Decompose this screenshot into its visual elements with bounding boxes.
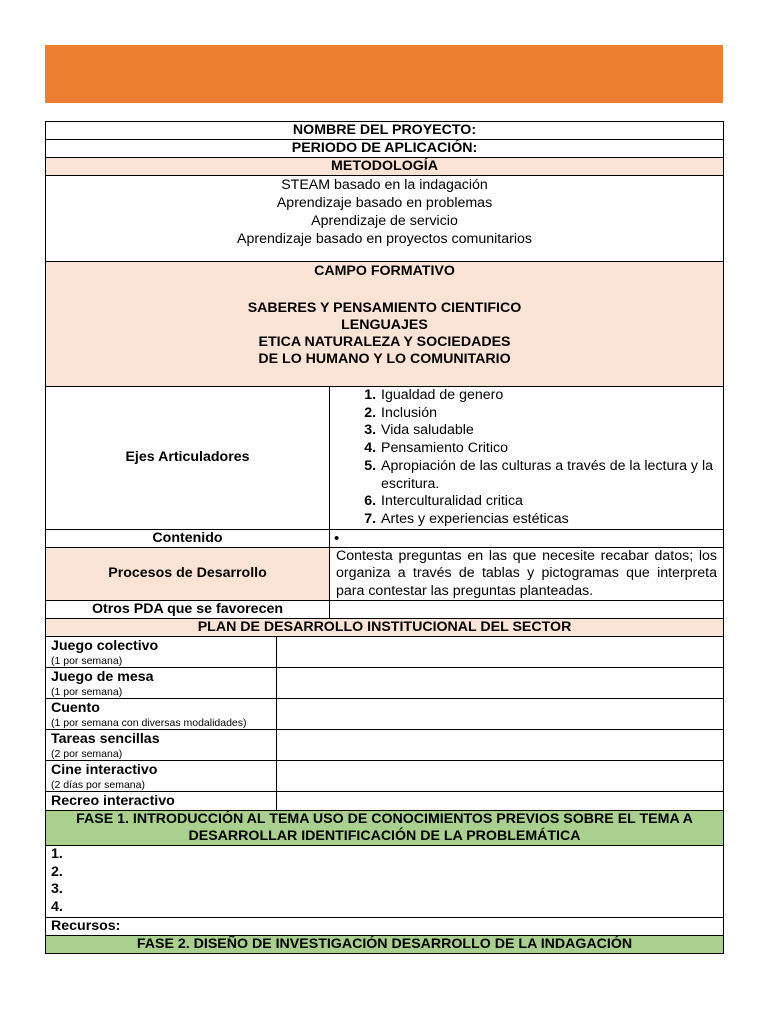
plan-row-title: Recreo interactivo xyxy=(51,793,175,810)
plan-row-note: (2 días por semana) xyxy=(51,779,145,792)
plan-row-value xyxy=(277,792,724,811)
eje-item: 5. Apropiación de las culturas a través de la lectura y la escritura. xyxy=(380,458,717,493)
header-banner xyxy=(45,45,723,103)
resources-label: Recursos: xyxy=(46,917,724,935)
eje-item: 4. Pensamiento Critico xyxy=(380,440,717,458)
phase1-step-number: 3. xyxy=(51,881,63,898)
plan-row-value xyxy=(277,668,724,699)
procesos-label: Procesos de Desarrollo xyxy=(46,547,330,601)
plan-row-value xyxy=(277,761,724,792)
plan-row-value xyxy=(277,699,724,730)
plan-row-label xyxy=(46,792,277,811)
contenido-bullet: • xyxy=(330,529,724,547)
ejes-list xyxy=(330,387,717,529)
application-period-label: PERIODO DE APLICACIÓN: xyxy=(46,140,724,158)
plan-row-title: Cine interactivo xyxy=(51,762,158,779)
methodology-item: Aprendizaje basado en problemas xyxy=(276,195,493,211)
phase2-heading: FASE 2. DISEÑO DE INVESTIGACIÓN DESARROLLO DE LA INDAGACIÓN xyxy=(46,935,724,953)
otros-pda-value xyxy=(330,601,724,619)
phase1-steps xyxy=(46,846,724,917)
formative-field-item: SABERES Y PENSAMIENTO CIENTIFICO xyxy=(247,300,522,316)
eje-item: 7. Artes y experiencias estéticas xyxy=(380,511,717,529)
plan-row-label xyxy=(46,637,277,668)
methodology-heading: METODOLOGÍA xyxy=(46,158,724,176)
plan-row-note: (1 por semana con diversas modalidades) xyxy=(51,717,247,730)
plan-row-label xyxy=(46,668,277,699)
plan-row-title: Cuento xyxy=(51,700,100,717)
eje-item: 1. Igualdad de genero xyxy=(380,387,717,405)
plan-row-label xyxy=(46,761,277,792)
plan-heading: PLAN DE DESARROLLO INSTITUCIONAL DEL SECTOR xyxy=(46,619,724,637)
ejes-list-cell xyxy=(330,387,724,530)
project-name-label: NOMBRE DEL PROYECTO: xyxy=(46,122,724,140)
methodology-item: Aprendizaje basado en proyectos comunitarios xyxy=(237,231,532,247)
formative-field-item: DE LO HUMANO Y LO COMUNITARIO xyxy=(258,351,511,367)
phase1-step-number: 2. xyxy=(51,863,63,880)
plan-row-title: Juego colectivo xyxy=(51,638,159,655)
eje-item: 6. Interculturalidad critica xyxy=(380,493,717,511)
plan-row-title: Juego de mesa xyxy=(51,669,154,686)
formative-field-item: ETICA NATURALEZA Y SOCIEDADES xyxy=(258,334,511,350)
eje-item: 3. Vida saludable xyxy=(380,422,717,440)
plan-row-value xyxy=(277,730,724,761)
ejes-label: Ejes Articuladores xyxy=(46,387,330,530)
plan-row-value xyxy=(277,637,724,668)
procesos-text: Contesta preguntas en las que necesite recabar datos; los organiza a través de tablas y pictogramas que interpreta para contestar las preguntas planteadas. xyxy=(330,547,724,601)
methodology-item: Aprendizaje de servicio xyxy=(311,213,458,229)
plan-row-label xyxy=(46,730,277,761)
plan-row-note: (1 por semana) xyxy=(51,655,123,668)
formative-field-heading: CAMPO FORMATIVO xyxy=(314,263,455,279)
formative-field-item: LENGUAJES xyxy=(341,317,428,333)
contenido-label: Contenido xyxy=(46,529,330,547)
planning-table xyxy=(45,121,724,954)
plan-row-note: (2 por semana) xyxy=(51,748,123,761)
eje-item: 2. Inclusión xyxy=(380,405,717,423)
phase1-step-number: 1. xyxy=(51,846,63,863)
phase1-heading: FASE 1. INTRODUCCIÓN AL TEMA USO DE CONOCIMIENTOS PREVIOS SOBRE EL TEMA A DESARROLLAR IDENTIFICACIÓN DE LA PROBLEMÁTICA xyxy=(46,811,724,846)
otros-pda-label: Otros PDA que se favorecen xyxy=(46,601,330,619)
plan-row-note: (1 por semana) xyxy=(51,686,123,699)
plan-row-label xyxy=(46,699,277,730)
methodology-list xyxy=(46,176,724,262)
plan-row-title: Tareas sencillas xyxy=(51,731,160,748)
phase1-step-number: 4. xyxy=(51,898,63,915)
formative-field-block xyxy=(46,262,724,387)
methodology-item: STEAM basado en la indagación xyxy=(281,177,488,193)
